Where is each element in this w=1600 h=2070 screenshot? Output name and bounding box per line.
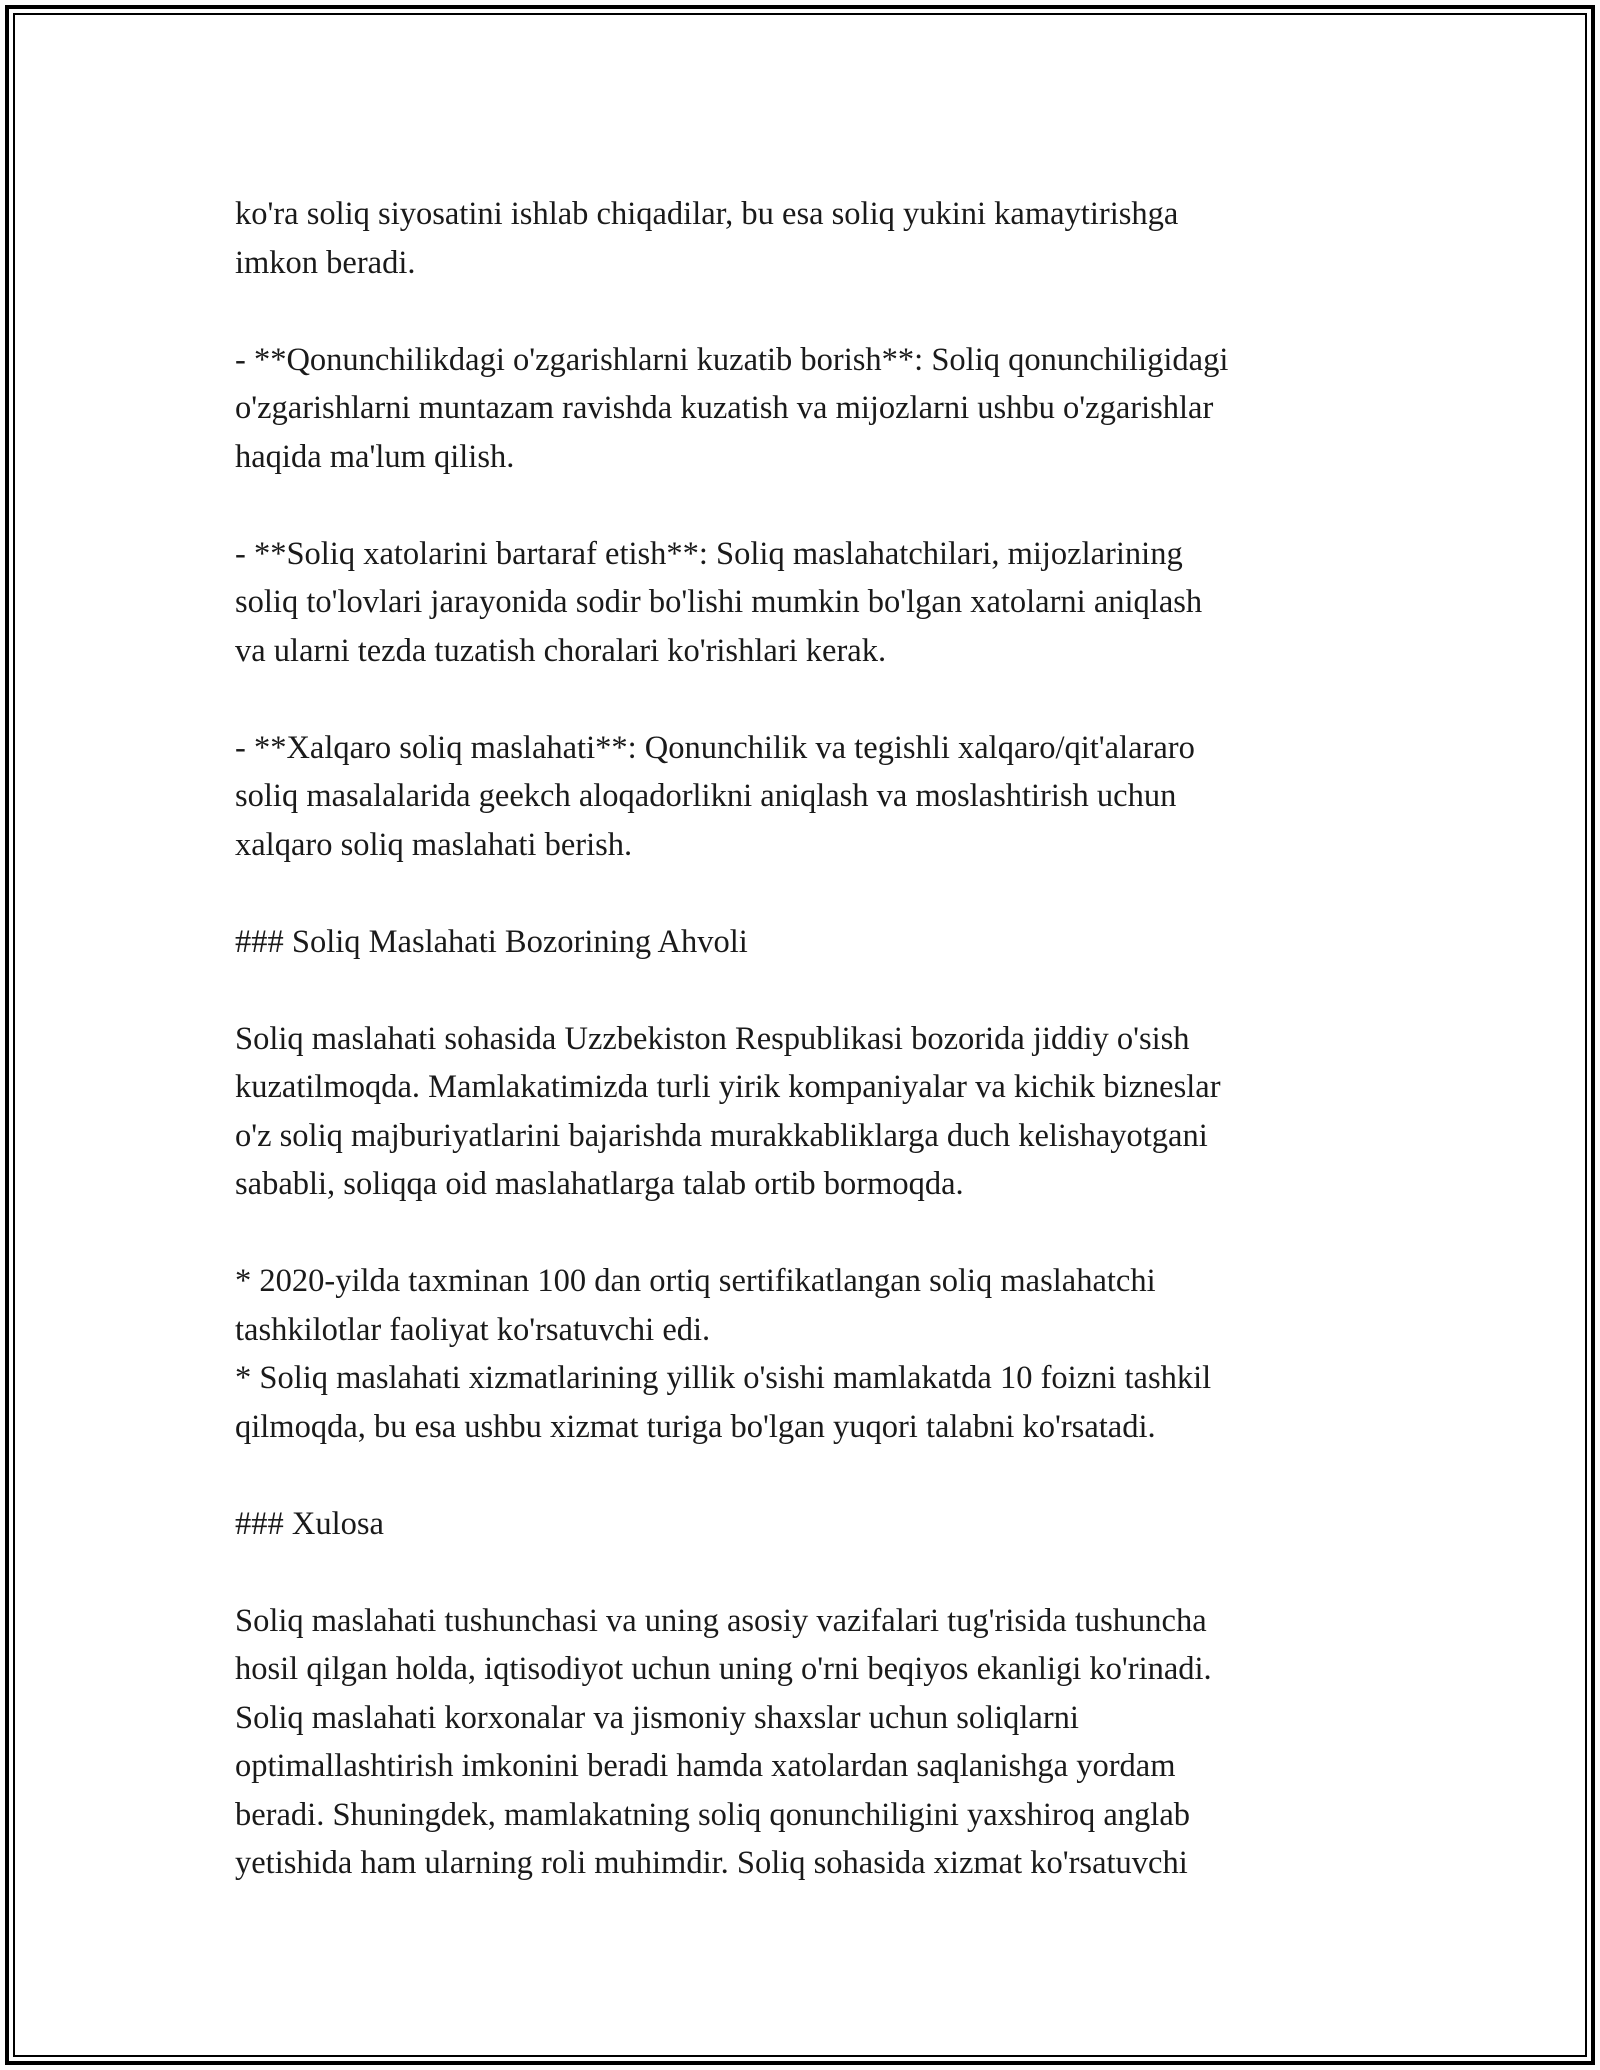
paragraph-conclusion: Soliq maslahati tushunchasi va uning asosiy vazifalari tug'risida tushuncha hosil qilgan holda, iqtisodiyot uchun uning o'rni beqiyos ekanligi ko'rinadi. Soliq maslahati korxonalar va jismoniy shaxslar uchun soliqlarni optimallashtirish imkonini beradi hamda xatolardan saqlanishga yordam beradi. Shuningdek, mamlakatning soliq qonunchiligini yaxshiroq anglab yetishida ham ularning roli muhimdir. Soliq sohasida xizmat ko'rsatuvchi [235, 1602, 1212, 1881]
list-item-legislation-tracking: - **Qonunchilikdagi o'zgarishlarni kuzatib borish**: Soliq qonunchiligidagi o'zgarishlarni muntazam ravishda kuzatish va mijozlarni ushbu o'zgarishlar haqida ma'lum qilish. [235, 341, 1229, 475]
bullet-list-statistics: * 2020-yilda taxminan 100 dan ortiq sertifikatlangan soliq maslahatchi tashkilotlar faoliyat ko'rsatuvchi edi. * Soliq maslahati xizmatlarining yillik o'sishi mamlakatda 10 foizni tashkil qilmoqda, bu esa ushbu xizmat turiga bo'lgan yuqori talabni ko'rsatadi. [235, 1263, 1212, 1445]
paragraph-continuation: ko'ra soliq siyosatini ishlab chiqadilar, bu esa soliq yukini kamaytirishga imkon beradi. [235, 196, 1179, 281]
paragraph-market: Soliq maslahati sohasida Uzzbekiston Respublikasi bozorida jiddiy o'sish kuzatilmoqda. Mamlakatimizda turli yirik kompaniyalar va kichik bizneslar o'z soliq majburiyatlarini bajarishda murakkabliklarga duch kelishayotgani sababli, soliqqa oid maslahatlarga talab ortib bormoqda. [235, 1020, 1221, 1202]
list-item-error-correction: - **Soliq xatolarini bartaraf etish**: Soliq maslahatchilari, mijozlarining soliq to'lovlari jarayonida sodir bo'lishi mumkin bo'lgan xatolarni aniqlash va ularni tezda tuzatish choralari ko'rishlari kerak. [235, 535, 1203, 669]
document-body [235, 190, 1385, 1888]
list-item-international-advice: - **Xalqaro soliq maslahati**: Qonunchilik va tegishli xalqaro/qit'alararo soliq masalalarida geekch aloqadorlikni aniqlash va moslashtirish uchun xalqaro soliq maslahati berish. [235, 729, 1195, 863]
section-heading-market: ### Soliq Maslahati Bozorining Ahvoli [235, 923, 748, 960]
section-heading-conclusion: ### Xulosa [235, 1505, 384, 1542]
